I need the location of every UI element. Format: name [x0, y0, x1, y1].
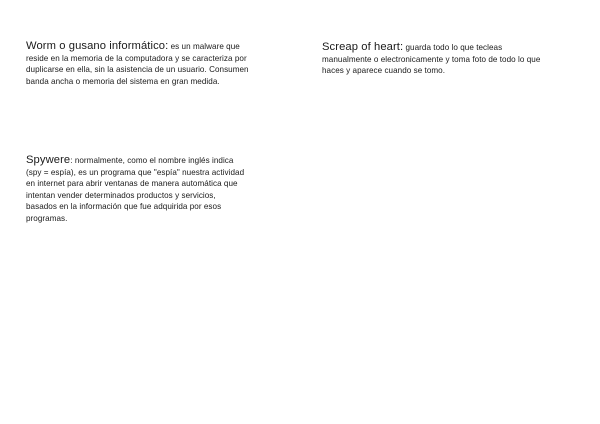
definition-line: en internet para abrir ventanas de manera automática que: [26, 179, 238, 189]
definition-line: manualmente o electronicamente y toma foto de todo lo que: [322, 54, 541, 64]
definition-first-line: [26, 41, 249, 53]
definition-first-line: [322, 42, 540, 54]
definition-line: banda ancha o memoria del sistema en gran medida.: [26, 76, 220, 86]
definition-line: basados en la información que fue adquirida por esos: [26, 202, 222, 212]
definition-text: guarda todo lo que tecleas: [403, 43, 503, 52]
definition-text: : normalmente, como el nombre inglés indica: [70, 156, 234, 165]
definition-line: reside en la memoria de la computadora y se caracteriza por: [26, 53, 247, 63]
definition-text: es un malware que: [168, 42, 240, 51]
definition-first-line: [26, 155, 244, 167]
definition-spyware: [26, 155, 244, 225]
definition-line: programas.: [26, 213, 68, 223]
definition-term: Spywere: [26, 154, 71, 166]
definition-line: (spy = espía), es un programa que "espía" nuestra actividad: [26, 167, 245, 177]
definition-worm: [26, 41, 249, 87]
definition-screap-of-heart: [322, 42, 540, 77]
definition-line: duplicarse en ella, sin la asistencia de un usuario. Consumen: [26, 65, 249, 75]
definition-term: Screap of heart:: [322, 41, 404, 53]
definition-line: intentan vender determinados productos y servicios,: [26, 190, 216, 200]
definition-line: haces y aparece cuando se tomo.: [322, 66, 446, 76]
definition-term: Worm o gusano informático:: [26, 40, 169, 52]
